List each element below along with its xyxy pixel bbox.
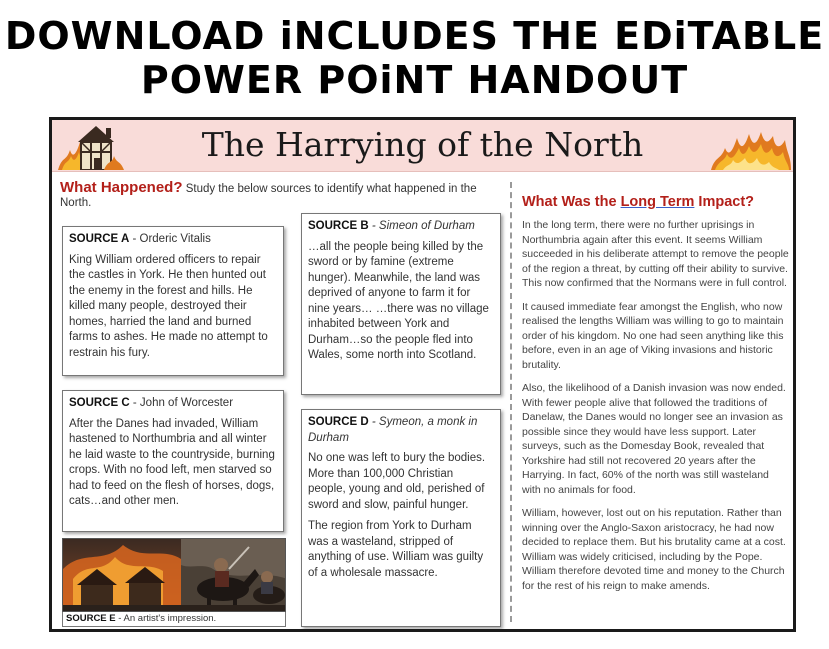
banner-line-2: POWER POiNT HANDOUT <box>140 58 689 102</box>
page-title: The Harrying of the North <box>201 125 644 164</box>
heading-part-1: What Was the <box>522 194 621 210</box>
source-c-author: - John of Worcester <box>129 397 234 409</box>
long-term-impact-heading <box>522 194 792 210</box>
download-banner <box>0 14 829 102</box>
source-e-caption <box>62 612 286 627</box>
long-term-impact-text <box>522 218 790 602</box>
source-b-paragraph: …all the people being killed by the sword or by famine (extreme hunger). Meanwhile, the land was deprived of anyone to farm it for nine years… …there was no village inhabited between York and Durham…so the people fled into Wales, some north into Scotland. <box>308 240 489 361</box>
impact-paragraph-4: William, however, lost out on his reputation. Rather than winning over the Anglo-Saxon aristocracy, he had now decided to replace them. But his brutality came at a cost. William was widely criticised, including by the Pope. William therefore devoted time and money to the Church for the rest of his reign to make amends. <box>522 507 786 592</box>
source-a-paragraph: King William ordered officers to repair the castles in York. He then hunted out the enemy in the forest and hills. He killed many people, destroyed their homes, harried the land and burned farms to ashes. He made no attempt to restrain his fury. <box>69 253 268 359</box>
long-term-impact-section <box>516 172 793 632</box>
source-e-artist-image <box>62 538 286 612</box>
what-happened-section <box>52 172 510 632</box>
what-happened-instruction: Study the below sources to identify what happened in the North. <box>60 183 477 209</box>
what-happened-heading: What Happened? <box>60 179 183 196</box>
source-d-paragraph-2: The region from York to Durham was a wasteland, stripped of anything of use. William was guilty of a wholesale massacre. <box>308 520 484 579</box>
source-d-header <box>308 415 494 446</box>
source-d-paragraph-1: No one was left to bury the bodies. More than 100,000 Christian people, young and old, perished of sword and slow, painful hunger. <box>308 452 486 511</box>
source-e-author: - An artist's impression. <box>115 613 217 624</box>
heading-part-2: Impact? <box>694 194 755 210</box>
source-e-label: SOURCE E <box>66 613 116 624</box>
heading-part-underlined: Long Term <box>620 194 695 210</box>
source-c-box <box>62 390 284 532</box>
source-c-paragraph: After the Danes had invaded, William hastened to Northumbria and all winter he laid waste to the countryside, burning crops. With no food left, men starved so had to feed on the flesh of horses, dogs, cats…and other men. <box>69 417 275 507</box>
source-d-label: SOURCE D <box>308 416 369 428</box>
what-happened-intro <box>60 181 500 210</box>
source-a-label: SOURCE A <box>69 233 130 245</box>
handout-sheet <box>49 117 796 632</box>
source-b-header <box>308 219 494 235</box>
source-c-text <box>69 417 277 510</box>
source-d-author: - Symeon, a monk in Durham <box>308 416 478 444</box>
source-c-header <box>69 396 277 412</box>
impact-paragraph-2: It caused immediate fear amongst the English, who now realised the lengths William was willing to go to maintain order of his kingdom. No one had seen anything like this before, even in an age of Viking invasions and historic brutality. <box>522 300 784 371</box>
source-a-box <box>62 226 284 376</box>
impact-paragraph-3: Also, the likelihood of a Danish invasion was now ended. With fewer people alive that followed the traditions of Danelaw, the Danes would no longer see an invasion as possible since they would have less support. Later surveys, such as the Domesday Book, revealed that Yorkshire had still not recovered 20 years after the Harrying. In fact, 60% of the north was still wasteland with no animals for food. <box>522 382 786 496</box>
impact-paragraph-1: In the long term, there were no further uprisings in Northumbria again after this event. It seems William succeeded in his deliberate attempt to remove the people of the region a threat, by cutting off their ability to survive. This now confirmed that the Normans were in full control. <box>522 219 789 289</box>
source-d-text <box>308 451 494 581</box>
source-a-text <box>69 253 277 362</box>
source-d-box <box>301 409 501 627</box>
burning-village-illustration <box>63 539 286 612</box>
fire-icon <box>711 126 791 170</box>
source-b-box <box>301 213 501 395</box>
source-c-label: SOURCE C <box>69 397 130 409</box>
source-b-text <box>308 240 494 364</box>
source-a-header <box>69 232 277 248</box>
column-divider <box>510 182 512 622</box>
source-a-author: - Orderic Vitalis <box>129 233 211 245</box>
source-b-author: - Simeon of Durham <box>368 220 475 232</box>
handout-header <box>52 120 793 172</box>
banner-line-1: DOWNLOAD iNCLUDES THE EDiTABLE <box>4 14 825 58</box>
source-b-label: SOURCE B <box>308 220 369 232</box>
